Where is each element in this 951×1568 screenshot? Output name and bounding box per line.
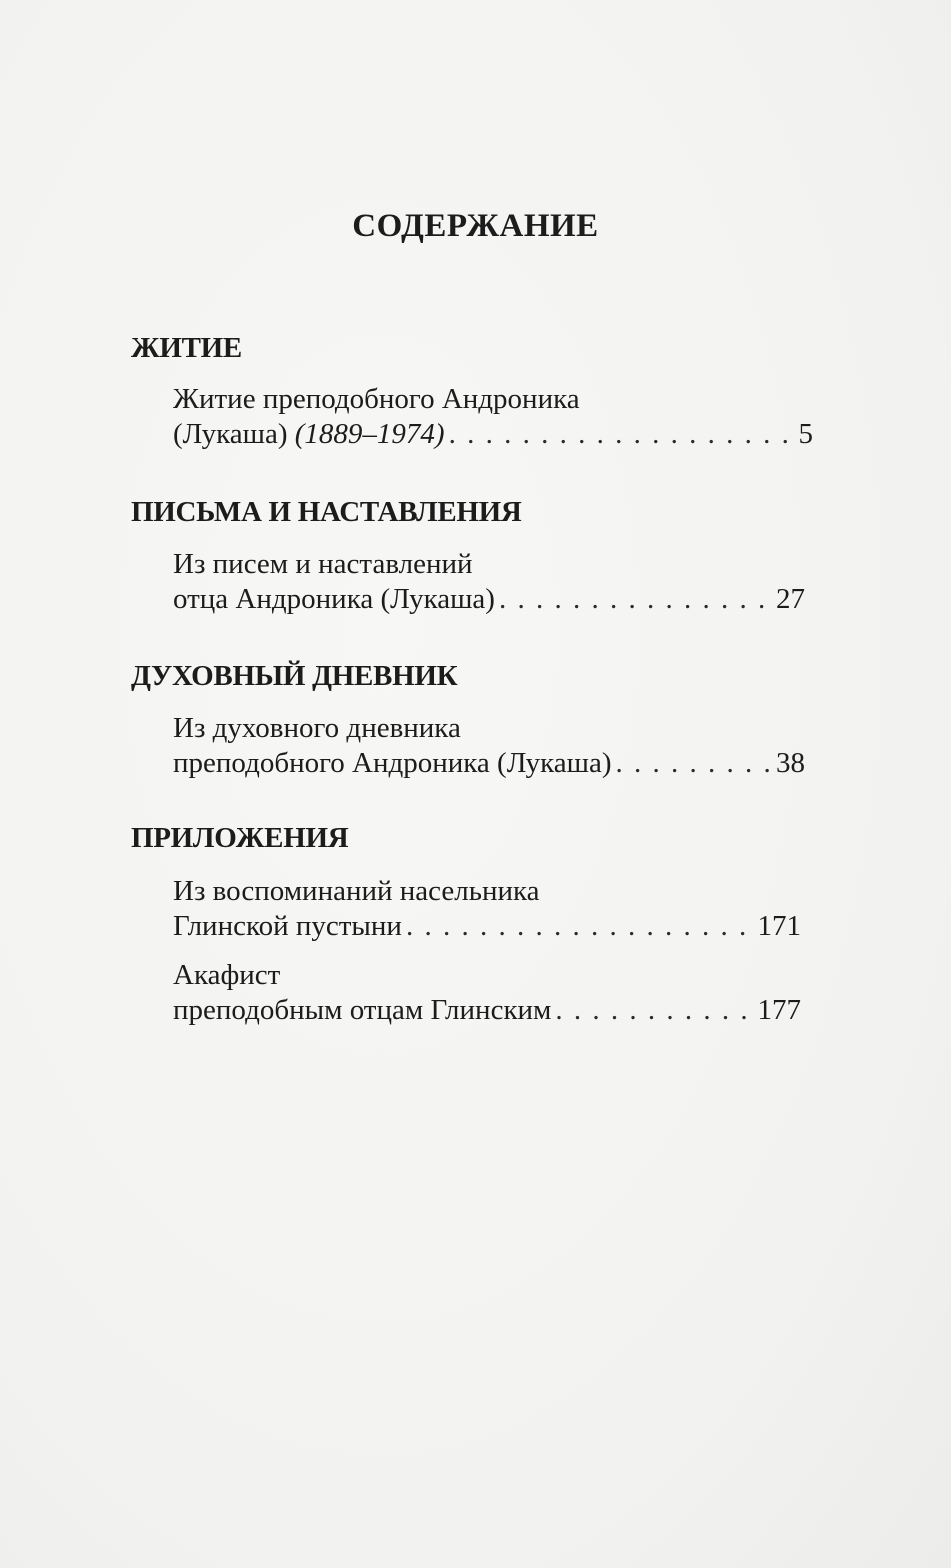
entry-title-line2-text: (Лукаша) [173, 418, 288, 450]
section-heading: ПРИЛОЖЕНИЯ [131, 822, 349, 854]
entry-title-line2 [173, 417, 445, 452]
entry-title-line2-row [173, 909, 801, 944]
entry-date: (1889–1974) [294, 418, 445, 450]
toc-entry[interactable] [173, 958, 801, 1028]
dot-leader [406, 909, 754, 944]
toc-section-pisma [131, 494, 831, 617]
dot-leader [499, 582, 772, 617]
dot-leader [616, 746, 772, 781]
entry-title-line2: преподобного Андроника (Лукаша) [173, 747, 612, 779]
entry-title-line2: преподобным отцам Глинским [173, 994, 552, 1026]
entry-title-line1: Житие преподобного Андроника [173, 383, 580, 415]
toc-entry[interactable] [173, 711, 805, 781]
page-number: 171 [757, 910, 801, 942]
page-number: 177 [757, 994, 801, 1026]
toc-entry[interactable] [173, 547, 805, 617]
section-heading: ЖИТИЕ [131, 332, 242, 364]
dot-leader [555, 993, 753, 1028]
entry-title-line2-row [173, 746, 805, 781]
page-number: 5 [798, 418, 813, 450]
toc-section-zhitie [131, 330, 831, 452]
toc-section-dnevnik [131, 658, 831, 781]
dot-leader [449, 417, 795, 452]
toc-title: СОДЕРЖАНИЕ [352, 208, 599, 244]
entry-title-line1: Акафист [173, 959, 281, 991]
toc-entry[interactable] [173, 382, 813, 452]
entry-title-line2: отца Андроника (Лукаша) [173, 583, 495, 615]
entry-title-line2-row [173, 993, 801, 1028]
entry-title-line2-row [173, 417, 813, 452]
page-number: 27 [776, 583, 805, 615]
section-heading: ПИСЬМА И НАСТАВЛЕНИЯ [131, 496, 522, 528]
entry-title-line2-row [173, 582, 805, 617]
entry-title-line2: Глинской пустыни [173, 910, 402, 942]
toc-section-prilozheniya [131, 820, 831, 1028]
entry-title-line1: Из воспоминаний насельника [173, 875, 540, 907]
page-number: 38 [776, 747, 805, 779]
toc-entry[interactable] [173, 874, 801, 944]
section-heading: ДУХОВНЫЙ ДНЕВНИК [131, 660, 458, 692]
entry-title-line1: Из духовного дневника [173, 712, 461, 744]
entry-title-line1: Из писем и наставлений [173, 548, 473, 580]
